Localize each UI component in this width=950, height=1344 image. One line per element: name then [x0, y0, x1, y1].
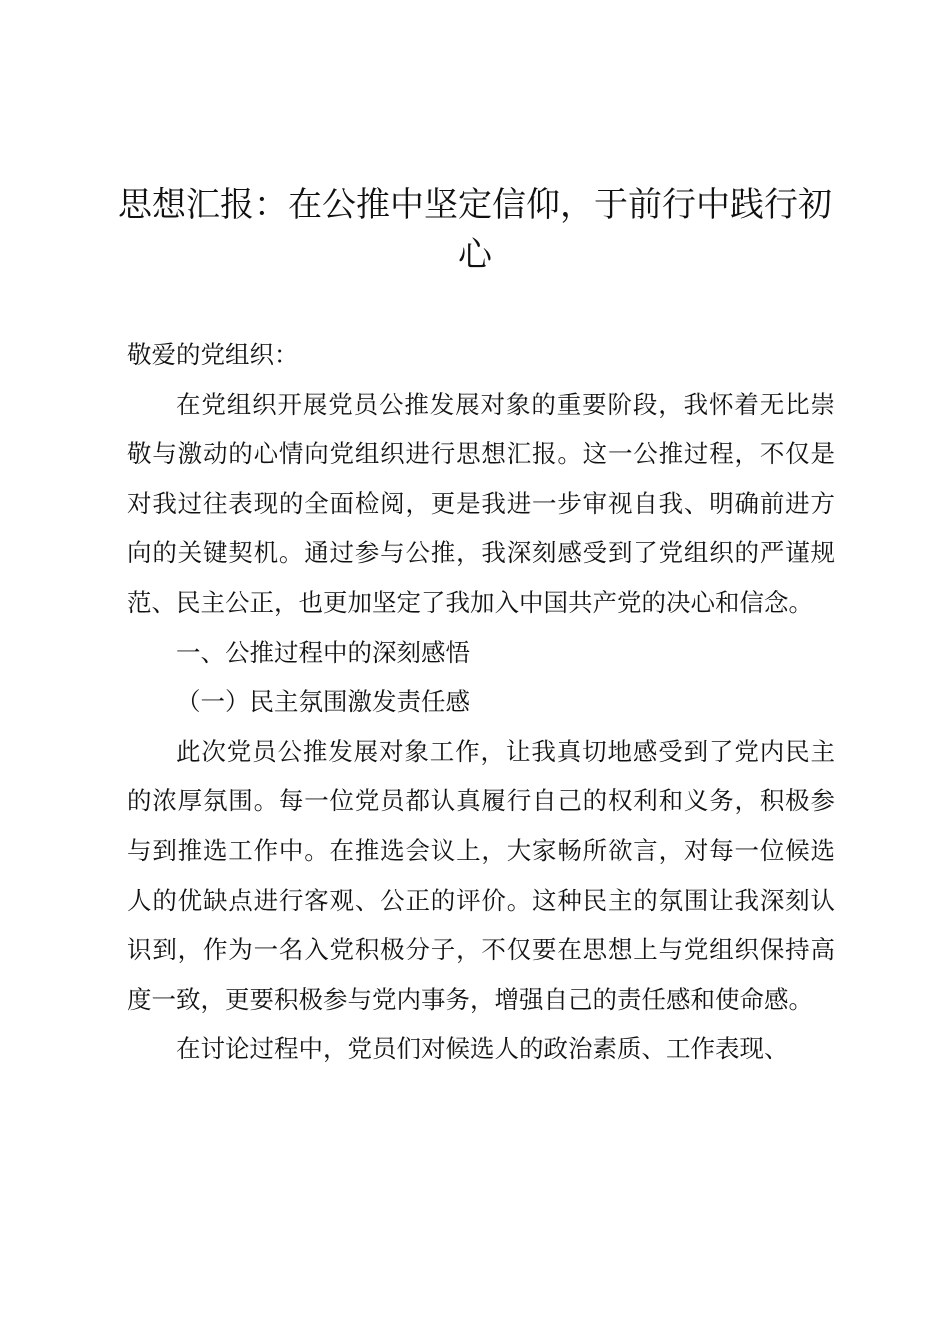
document-title: 思想汇报：在公推中坚定信仰，于前行中践行初心: [118, 185, 832, 275]
paragraph-democracy: 此次党员公推发展对象工作，让我真切地感受到了党内民主的浓厚氛围。每一位党员都认真履行自己的权利和义务，积极参与到推选工作中。在推选会议上，大家畅所欲言，对每一位候选人的优缺点进行客观、公正的评价。这种民主的氛围让我深刻认识到，作为一名入党积极分子，不仅要在思想上与党组织保持高度一致，更要积极参与党内事务，增强自己的责任感和使命感。: [127, 736, 835, 1014]
paragraph-discussion: 在讨论过程中，党员们对候选人的政治素质、工作表现、: [176, 1034, 789, 1064]
subsection-heading: （一）民主氛围激发责任感: [176, 687, 470, 717]
salutation: 敬爱的党组织：: [127, 340, 299, 369]
section-heading: 一、公推过程中的深刻感悟: [176, 637, 470, 667]
paragraph-intro: 在党组织开展党员公推发展对象的重要阶段，我怀着无比崇敬与激动的心情向党组织进行思想汇报。这一公推过程，不仅是对我过往表现的全面检阅，更是我进一步审视自我、明确前进方向的关键契机。通过参与公推，我深刻感受到了党组织的严谨规范、民主公正，也更加坚定了我加入中国共产党的决心和信念。: [127, 389, 835, 617]
document-body: [127, 330, 835, 1074]
